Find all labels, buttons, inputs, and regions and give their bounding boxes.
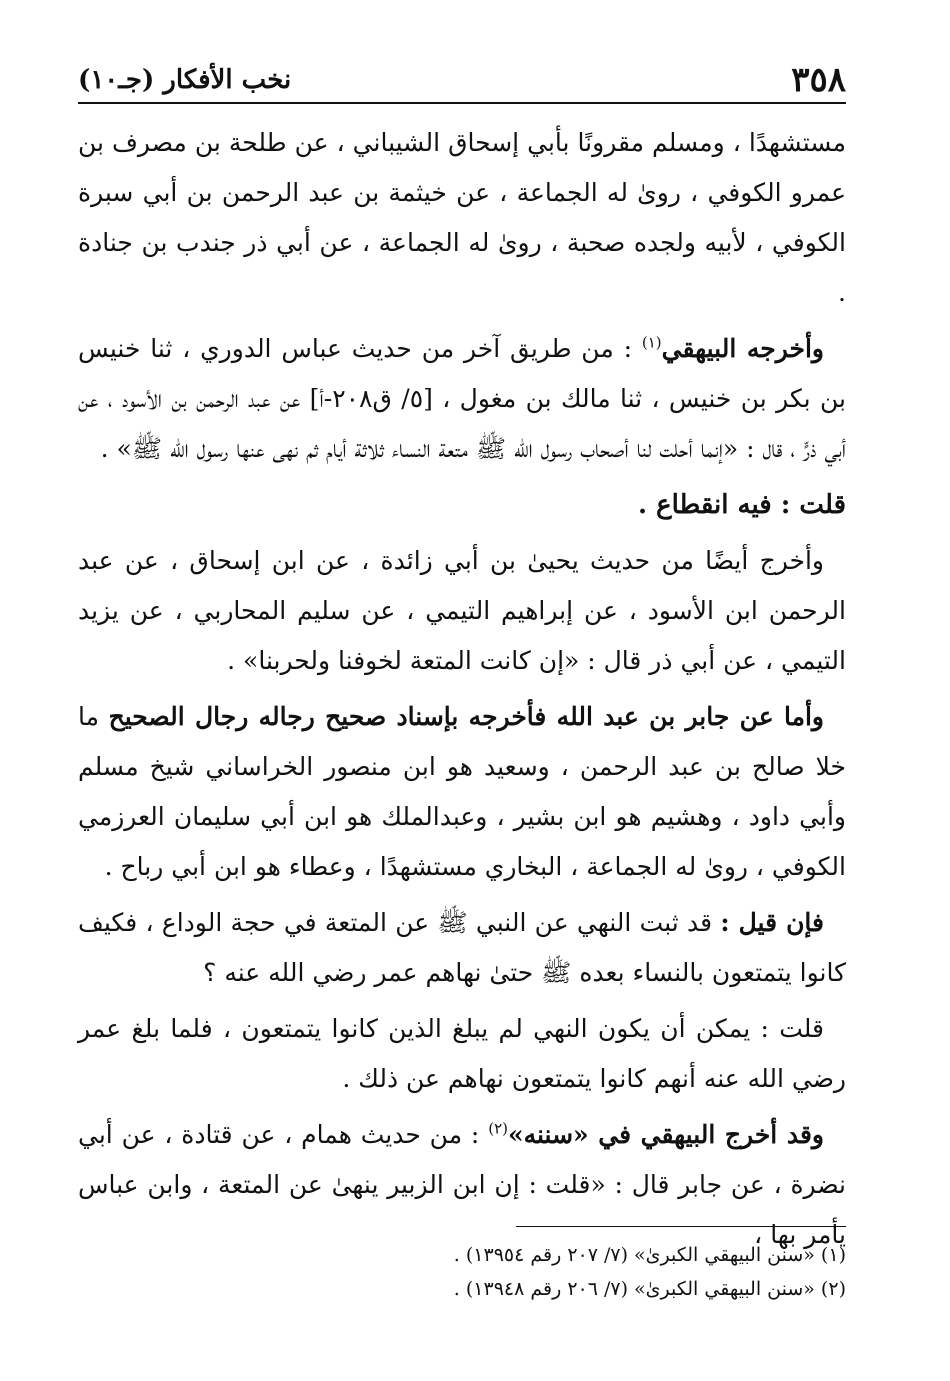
paragraph-1 bbox=[78, 118, 846, 318]
paragraph-5-lead: وأما عن جابر بن عبد الله فأخرجه بإسناد صحيح رجاله رجال الصحيح bbox=[108, 702, 824, 731]
paragraph-1-text: مستشهدًا ، ومسلم مقرونًا بأبي إسحاق الشيباني ، عن طلحة بن مصرف بن عمرو الكوفي ، روىٰ له الجماعة ، عن خيثمة بن عبد الرحمن بن أبي سبرة الكوفي ، لأبيه ولجده صحبة ، روىٰ له الجماعة ، عن أبي ذر جندب بن جنادة . bbox=[78, 128, 846, 307]
header-rule bbox=[78, 102, 846, 104]
paragraph-5-text: ما خلا صالح بن عبد الرحمن ، وسعيد هو ابن منصور الخراساني شيخ مسلم وأبي داود ، وهشيم هو ابن بشير ، وعبدالملك هو ابن أبي سليمان العرزمي الكوفي ، روىٰ له الجماعة ، البخاري مستشهدًا ، وعطاء هو ابن أبي رباح . bbox=[78, 702, 846, 881]
footnotes bbox=[78, 1238, 846, 1306]
running-header bbox=[78, 58, 846, 102]
footnote-ref-1: (١) bbox=[641, 333, 662, 352]
paragraph-7 bbox=[78, 1004, 846, 1104]
paragraph-8-text: : من حديث همام ، عن قتادة ، عن أبي نضرة ، عن جابر قال : «قلت : إن ابن الزبير ينهىٰ عن المتعة ، وابن عباس يأمر بها ، bbox=[78, 1120, 846, 1249]
paragraph-3-text: قلت : فيه انقطاع . bbox=[637, 490, 846, 520]
paragraph-4-text: وأخرج أيضًا من حديث يحيىٰ بن أبي زائدة ، عن ابن إسحاق ، عن عبد الرحمن ابن الأسود ، عن إبراهيم التيمي ، عن سليم المحاربي ، عن يزيد التيمي ، عن أبي ذر قال : «إن كانت المتعة لخوفنا ولحربنا» . bbox=[78, 546, 846, 675]
main-text bbox=[78, 118, 846, 1266]
book-title: نخب الأفكار (جـ١٠) bbox=[78, 65, 292, 95]
footnote-ref-2: (٢) bbox=[488, 1119, 508, 1138]
paragraph-2-lead: وأخرجه البيهقي bbox=[661, 334, 824, 363]
paragraph-2 bbox=[78, 324, 846, 474]
paragraph-5 bbox=[78, 692, 846, 892]
paragraph-4 bbox=[78, 536, 846, 686]
footnote-separator bbox=[516, 1226, 846, 1227]
paragraph-6-text: قد ثبت النهي عن النبي ﷺ عن المتعة في حجة الوداع ، فكيف كانوا يتمتعون بالنساء بعده ﷺ حتىٰ نهاهم عمر رضي الله عنه ؟ bbox=[78, 908, 846, 987]
paragraph-3 bbox=[78, 480, 846, 530]
paragraph-2-text: : من طريق آخر من حديث عباس الدوري ، ثنا خنيس بن بكر بن خنيس ، ثنا مالك بن مغول ، [٥/ ق٢٠٨-أ] عن عبد الرحمن بن الأسود ، عن أبي ذرٍّ ، قال : «إنما أحلت لنا أصحاب رسول الله ﷺ متعة النساء ثلاثة أيام ثم نهى عنها رسول الله ﷺ» . bbox=[78, 334, 846, 463]
paragraph-8-lead: وقد أخرج البيهقي في «سننه» bbox=[507, 1120, 824, 1149]
footnote-1: (١) «سنن البيهقي الكبرىٰ» (٧/ ٢٠٧ رقم ١٣٩٥٤) . bbox=[453, 1244, 846, 1266]
paragraph-6-lead: فإن قيل : bbox=[720, 908, 824, 937]
footnote-2: (٢) «سنن البيهقي الكبرىٰ» (٧/ ٢٠٦ رقم ١٣٩٤٨) . bbox=[453, 1278, 846, 1300]
page-number: ٣٥٨ bbox=[791, 60, 846, 100]
paragraph-7-text: قلت : يمكن أن يكون النهي لم يبلغ الذين كانوا يتمتعون ، فلما بلغ عمر رضي الله عنه أنهم كانوا يتمتعون نهاهم عن ذلك . bbox=[78, 1014, 846, 1093]
paragraph-6 bbox=[78, 898, 846, 998]
